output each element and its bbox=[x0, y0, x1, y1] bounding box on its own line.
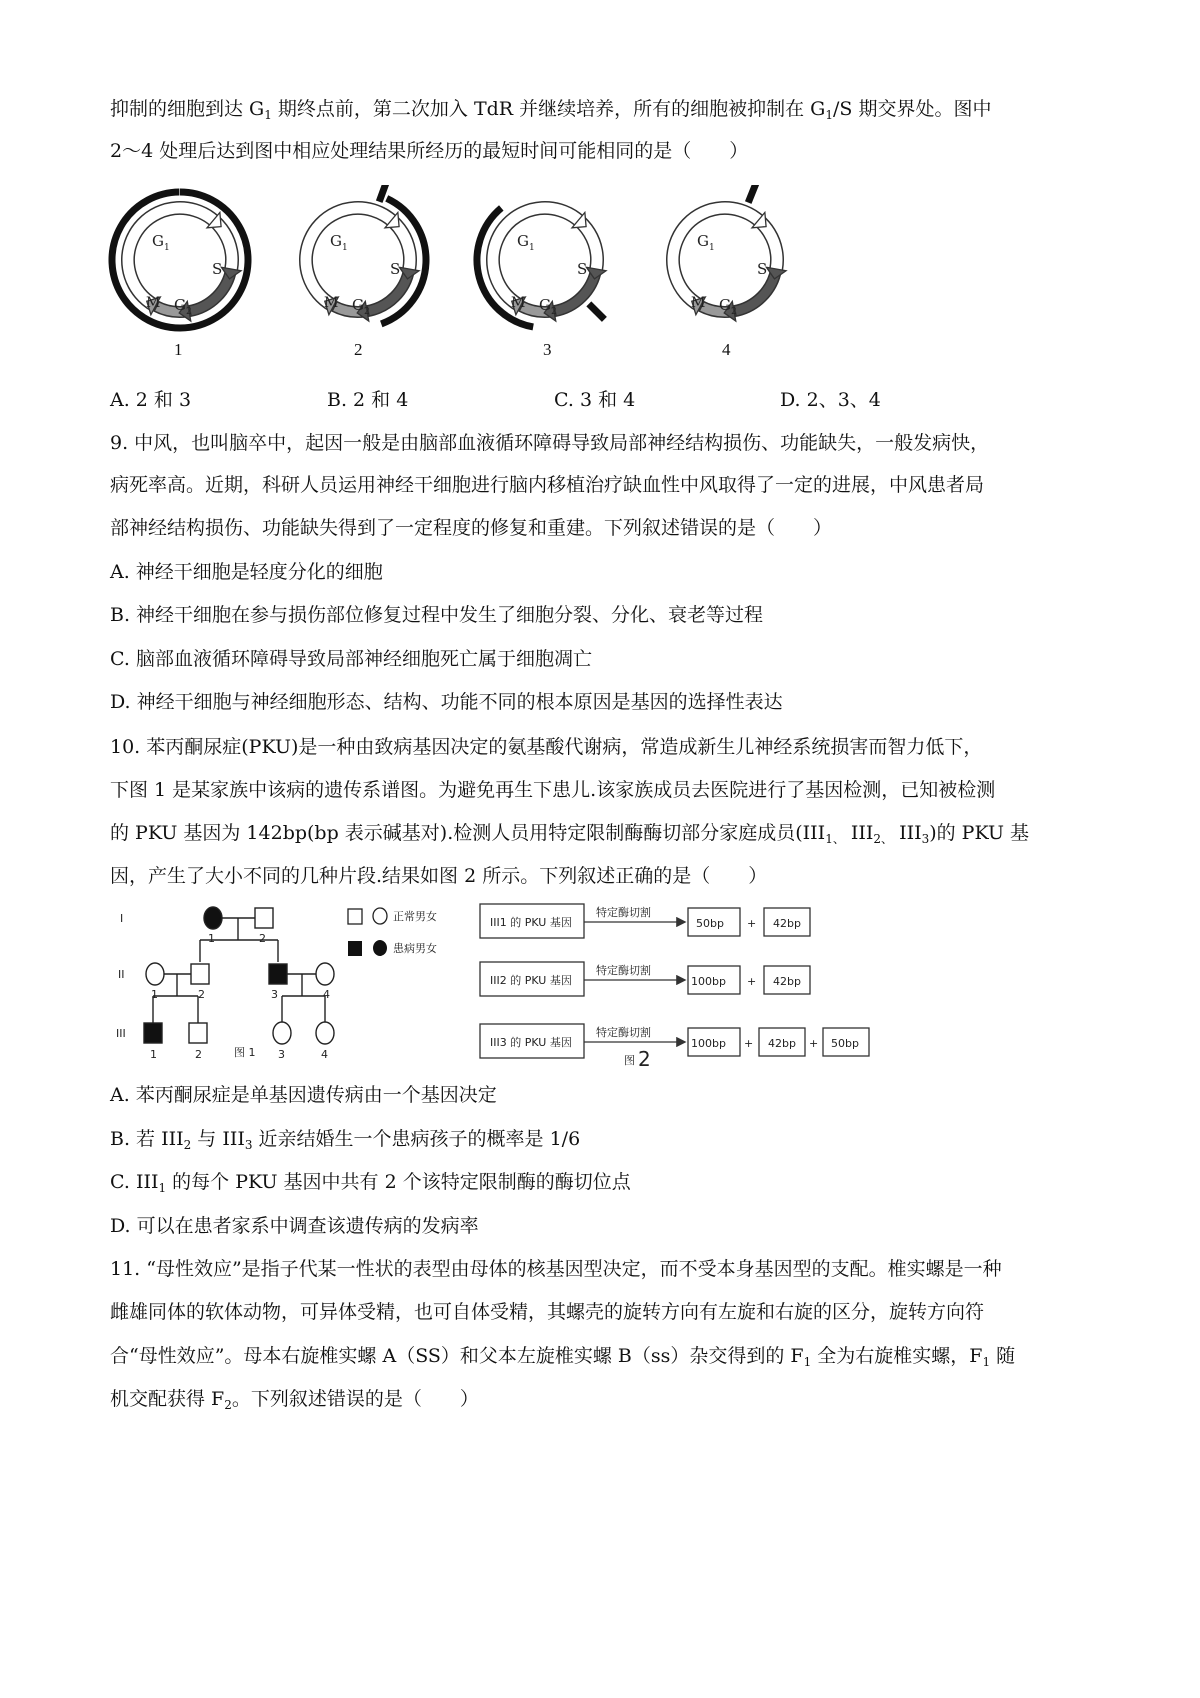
digest-row1-plus: + bbox=[747, 917, 757, 930]
gen-label-II: II bbox=[118, 968, 125, 981]
gen-label-I: I bbox=[120, 912, 124, 925]
treatment-marker bbox=[589, 304, 605, 320]
digest-row1-source: III1 的 PKU 基因 bbox=[490, 916, 572, 929]
label-g2: $G_2$ bbox=[719, 296, 737, 317]
cell-cycle-panel-1 bbox=[112, 192, 248, 328]
num-II2: 2 bbox=[198, 988, 205, 1001]
label-g1: $G_1$ bbox=[517, 232, 535, 253]
pedigree-III3-female bbox=[273, 1022, 291, 1044]
num-I2: 2 bbox=[259, 932, 266, 945]
digest-row1-frag2: 42bp bbox=[773, 917, 801, 930]
q8-option-d: D. 2、3、4 bbox=[780, 389, 881, 411]
pedigree-III2-male bbox=[189, 1023, 207, 1043]
q8-option-a: A. 2 和 3 bbox=[110, 389, 192, 411]
q10-line-3: 的 PKU 基因为 142bp(bp 表示碱基对).检测人员用特定限制酶酶切部分家庭成员($III_{1、}$ $III_{2、}$ $III_3$)的 PKU 基 bbox=[110, 822, 1030, 846]
digest-row2-frag1: 100bp bbox=[691, 975, 726, 988]
label-m: M bbox=[691, 295, 706, 311]
num-III2: 2 bbox=[195, 1048, 202, 1061]
digest-row2-enzyme: 特定酶切割 bbox=[596, 964, 651, 977]
pedigree-figure bbox=[110, 900, 460, 1069]
cell-cycle-panel-2 bbox=[306, 185, 426, 324]
panel-number-4: 4 bbox=[722, 340, 731, 359]
q9-line-1: 9. 中风，也叫脑卒中，起因一般是由脑部血液循环障碍导致局部神经结构损伤、功能缺失，一般发病快， bbox=[110, 432, 990, 454]
digest-row2-source: III2 的 PKU 基因 bbox=[490, 974, 572, 987]
panel-number-2: 2 bbox=[354, 340, 363, 359]
digest-row1-enzyme: 特定酶切割 bbox=[596, 906, 651, 919]
pedigree-II4-female bbox=[316, 963, 334, 985]
legend-affected-female-icon bbox=[373, 940, 387, 956]
gen-label-III: III bbox=[116, 1027, 126, 1040]
q10-line-1: 10. 苯丙酮尿症(PKU)是一种由致病基因决定的氨基酸代谢病，常造成新生儿神经系统损害而智力低下， bbox=[110, 736, 983, 758]
legend-normal-male-icon bbox=[348, 909, 362, 924]
digest-row3-enzyme: 特定酶切割 bbox=[596, 1026, 651, 1039]
q11-line-3: 合“母性效应”。母本右旋椎实螺 A（SS）和父本左旋椎实螺 B（ss）杂交得到的 $F_1$ 全为右旋椎实螺，$F_1$ 随 bbox=[110, 1345, 1016, 1369]
label-s: S bbox=[390, 260, 401, 278]
num-III1: 1 bbox=[150, 1048, 157, 1061]
pedigree-I2-male bbox=[255, 908, 273, 928]
pedigree-I1-affected-female bbox=[204, 907, 222, 929]
panel-number-3: 3 bbox=[543, 340, 552, 359]
label-g1: $G_1$ bbox=[330, 232, 348, 253]
digest-row3-frag1: 100bp bbox=[691, 1037, 726, 1050]
num-II1: 1 bbox=[151, 988, 158, 1001]
digest-row3-source: III3 的 PKU 基因 bbox=[490, 1036, 572, 1049]
q11-line-4: 机交配获得 $F_2$。下列叙述错误的是（ ） bbox=[110, 1388, 479, 1412]
q10-option-c: C. $III_1$ 的每个 PKU 基因中共有 2 个该特定限制酶的酶切位点 bbox=[110, 1171, 631, 1195]
digest-figure bbox=[478, 902, 878, 1071]
pedigree-II1-female bbox=[146, 963, 164, 985]
label-g2: $G_2$ bbox=[352, 296, 370, 317]
digest-row2-plus: + bbox=[747, 975, 757, 988]
pedigree-III1-affected-male bbox=[144, 1023, 162, 1043]
q9-option-a: A. 神经干细胞是轻度分化的细胞 bbox=[110, 561, 383, 583]
cycle-g2-fill bbox=[736, 271, 776, 311]
legend-affected-male-icon bbox=[348, 941, 362, 956]
treatment-marker bbox=[748, 185, 756, 203]
panel-number-1: 1 bbox=[174, 340, 183, 359]
num-II4: 4 bbox=[323, 988, 330, 1001]
legend-normal-female-icon bbox=[373, 908, 387, 924]
label-g2: $G_2$ bbox=[174, 296, 192, 317]
intro-line-2: 2～4 处理后达到图中相应处理结果所经历的最短时间可能相同的是（ ） bbox=[110, 140, 749, 162]
pedigree-caption: 图 1 bbox=[234, 1046, 256, 1059]
label-m: M bbox=[511, 295, 526, 311]
digest-row1-frag1: 50bp bbox=[696, 917, 724, 930]
digest-row2-frag2: 42bp bbox=[773, 975, 801, 988]
q9-option-b: B. 神经干细胞在参与损伤部位修复过程中发生了细胞分裂、分化、衰老等过程 bbox=[110, 604, 764, 626]
cycle-g2-fill bbox=[191, 271, 231, 311]
q9-line-3: 部神经结构损伤、功能缺失得到了一定程度的修复和重建。下列叙述错误的是（ ） bbox=[110, 517, 833, 539]
legend-affected-label: 患病男女 bbox=[393, 942, 437, 955]
intro-line-1: 抑制的细胞到达 $G_1$ 期终点前，第二次加入 TdR 并继续培养，所有的细胞被抑制在 $G_1/S$ 期交界处。图中 bbox=[110, 98, 992, 122]
pedigree-II2-male bbox=[191, 964, 209, 984]
cell-cycle-figure bbox=[100, 185, 900, 389]
q11-line-1: 11. “母性效应”是指子代某一性状的表型由母体的核基因型决定，而不受本身基因型的支配。椎实螺是一种 bbox=[110, 1258, 1002, 1280]
label-g1: $G_1$ bbox=[697, 232, 715, 253]
label-g2: $G_2$ bbox=[539, 296, 557, 317]
treatment-marker bbox=[379, 185, 387, 202]
digest-row3-plus1: + bbox=[744, 1037, 754, 1050]
q9-option-c: C. 脑部血液循环障碍导致局部神经细胞死亡属于细胞凋亡 bbox=[110, 648, 592, 670]
cell-cycle-panel-3 bbox=[477, 208, 606, 327]
q9-line-2: 病死率高。近期，科研人员运用神经干细胞进行脑内移植治疗缺血性中风取得了一定的进展，中风患者局 bbox=[110, 474, 985, 496]
num-II3: 3 bbox=[271, 988, 278, 1001]
digest-caption-num: 2 bbox=[638, 1047, 651, 1067]
q10-option-d: D. 可以在患者家系中调查该遗传病的发病率 bbox=[110, 1215, 479, 1237]
label-g1: $G_1$ bbox=[152, 232, 170, 253]
q10-option-a: A. 苯丙酮尿症是单基因遗传病由一个基因决定 bbox=[110, 1084, 497, 1106]
q11-line-2: 雌雄同体的软体动物，可异体受精，也可自体受精，其螺壳的旋转方向有左旋和右旋的区分，旋转方向符 bbox=[110, 1301, 985, 1323]
q8-option-c: C. 3 和 4 bbox=[554, 389, 636, 411]
digest-row3-frag3: 50bp bbox=[831, 1037, 859, 1050]
q10-line-4: 因，产生了大小不同的几种片段.结果如图 2 所示。下列叙述正确的是（ ） bbox=[110, 865, 768, 887]
q10-line-2: 下图 1 是某家族中该病的遗传系谱图。为避免再生下患儿.该家族成员去医院进行了基因检测，已知被检测 bbox=[110, 779, 996, 801]
label-s: S bbox=[757, 260, 768, 278]
label-m: M bbox=[324, 295, 339, 311]
pedigree-III4-female bbox=[316, 1022, 334, 1044]
digest-caption-char: 图 bbox=[624, 1054, 635, 1067]
num-III4: 4 bbox=[321, 1048, 328, 1061]
cycle-g2-fill bbox=[369, 271, 409, 311]
digest-row3-plus2: + bbox=[809, 1037, 819, 1050]
digest-row3-frag2: 42bp bbox=[768, 1037, 796, 1050]
legend-normal-label: 正常男女 bbox=[393, 910, 437, 923]
label-m: M bbox=[146, 295, 161, 311]
label-s: S bbox=[212, 260, 223, 278]
label-s: S bbox=[577, 260, 588, 278]
num-I1: 1 bbox=[208, 932, 215, 945]
pedigree-II3-affected-male bbox=[269, 964, 287, 984]
q10-option-b: B. 若 $III_2$ 与 $III_3$ 近亲结婚生一个患病孩子的概率是 1/6 bbox=[110, 1128, 581, 1152]
q9-option-d: D. 神经干细胞与神经细胞形态、结构、功能不同的根本原因是基因的选择性表达 bbox=[110, 691, 783, 713]
num-III3: 3 bbox=[278, 1048, 285, 1061]
q8-option-b: B. 2 和 4 bbox=[327, 389, 409, 411]
cell-cycle-panel-4 bbox=[673, 185, 786, 321]
